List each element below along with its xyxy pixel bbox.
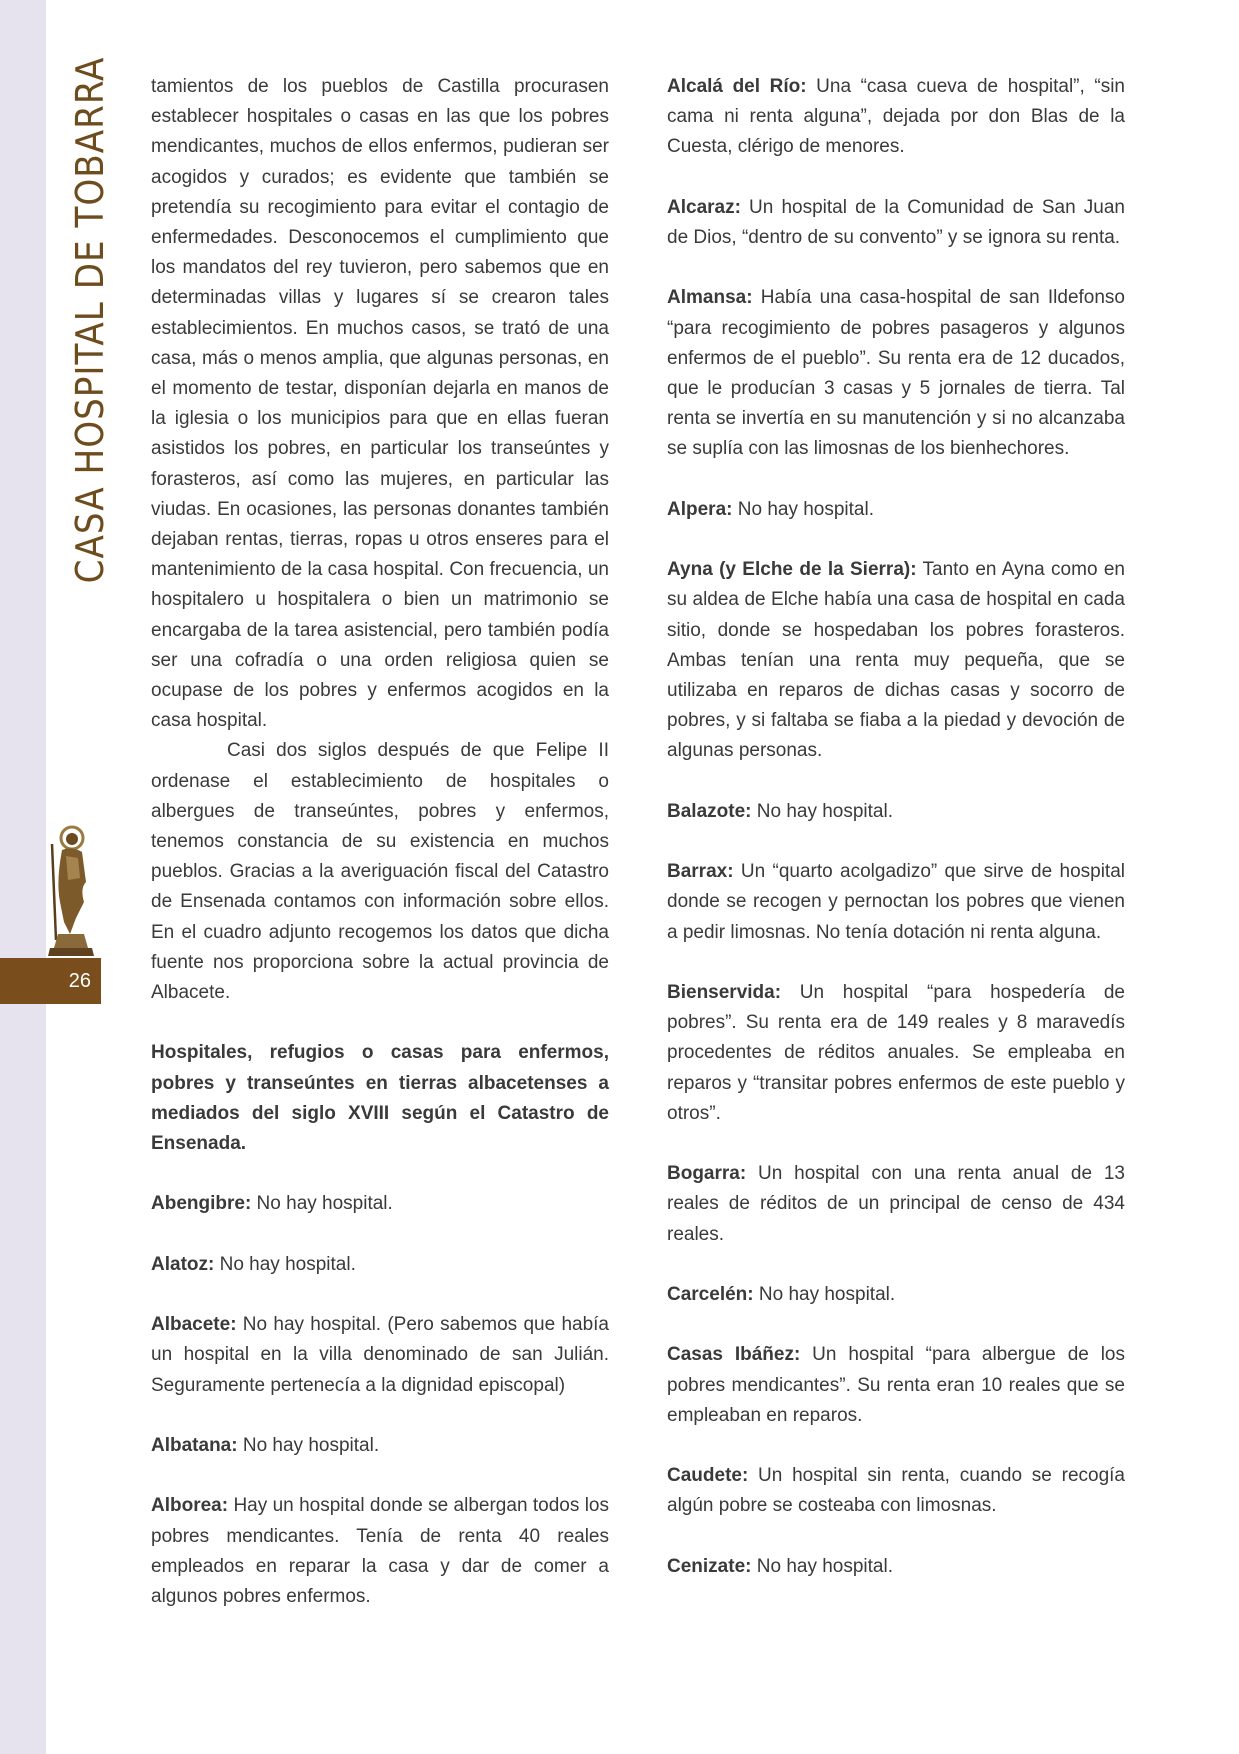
list-item: [667, 72, 1125, 163]
entry-name: Barrax:: [667, 861, 734, 883]
left-column: [151, 72, 609, 1612]
entry-text: Un hospital sin renta, cuando se recogía algún pobre se costeaba con limosnas.: [667, 1465, 1125, 1517]
section-heading: Hospitales, refugios o casas para enfermos, pobres y transeúntes en tierras albacetenses a mediados del siglo XVIII según el Catastro de Ensenada.: [151, 1042, 609, 1155]
list-item: [151, 1431, 609, 1461]
entry-name: Alatoz:: [151, 1253, 215, 1275]
entry-name: Albacete:: [151, 1314, 237, 1336]
entry-text: Un “quarto acolgadizo” que sirve de hospital donde se recogen y pernoctan los pobres que vienen a pedir limosnas. No tenía dotación ni renta alguna.: [667, 861, 1125, 943]
list-item: [667, 1552, 1125, 1582]
entry-name: Cenizate:: [667, 1555, 752, 1577]
entry-text: Un hospital con una renta anual de 13 reales de réditos de un principal de censo de 434 reales.: [667, 1163, 1125, 1245]
saint-statue-image: [40, 822, 100, 958]
entry-text: Había una casa-hospital de san Ildefonso “para recogimiento de pobres pasageros y algunos enfermos de el pueblo”. Su renta era de 12 ducados, que le producían 3 casas y 5 jornales de tierra. Tal renta se invertía en su manutención y si no alcanzaba se suplía con las limosnas de los bienhechores.: [667, 287, 1125, 460]
entry-name: Caudete:: [667, 1465, 749, 1487]
entry-name: Alcalá del Río:: [667, 76, 807, 97]
entry-name: Bogarra:: [667, 1163, 747, 1185]
list-item: [151, 1189, 609, 1219]
list-item: [667, 1340, 1125, 1431]
entry-name: Abengibre:: [151, 1193, 252, 1215]
body-paragraph: tamientos de los pueblos de Castilla procurasen establecer hospitales o casas en las que los pobres mendicantes, muchos de ellos enfermos, pudieran ser acogidos y curados; es evidente que también se pretendía su recogimiento para evitar el contagio de enfermedades. Desconocemos el cumplimiento que los mandatos del rey tuvieron, pero sabemos que en determinadas villas y lugares sí se crearon tales establecimientos. En muchos casos, se trató de una casa, más o menos amplia, que algunas personas, en el momento de testar, disponían dejarla en manos de la iglesia o los municipios para que en ellas fueran asistidos los pobres, en particular los transeúntes y forasteros, así como las mujeres, en particular las viudas. En ocasiones, las personas donantes también dejaban rentas, tierras, ropas u otros enseres para el mantenimiento de la casa hospital. Con frecuencia, un hospitalero u hospitalera o bien un matrimonio se encargaba de la tarea asistencial, pero también podía ser una cofradía o una orden religiosa quien se ocupase de los pobres y enfermos acogidos en la casa hospital.: [151, 76, 609, 732]
list-item: [667, 283, 1125, 464]
page-number-box: [0, 958, 101, 1004]
page-number: 26: [68, 970, 91, 992]
list-item: [151, 1310, 609, 1401]
entry-text: Tanto en Ayna como en su aldea de Elche había una casa de hospital en cada sitio, donde se hospedaban los pobres forasteros. Ambas tenían una renta muy pequeña, que se utilizaba en reparos de dichas casas y socorro de pobres, y si faltaba se fiaba a la piedad y devoción de algunas personas.: [667, 559, 1125, 762]
list-item: [667, 495, 1125, 525]
entry-name: Alpera:: [667, 498, 733, 520]
list-item: [667, 857, 1125, 948]
list-item: [151, 1491, 609, 1612]
list-item: [667, 1280, 1125, 1310]
running-title: CASA HOSPITAL DE TOBARRA: [68, 56, 112, 584]
list-item: [667, 1461, 1125, 1521]
entry-text: Un hospital “para albergue de los pobres mendicantes”. Su renta eran 10 reales que se empleaban en reparos.: [667, 1344, 1125, 1426]
entry-name: Bienservida:: [667, 981, 782, 1003]
entry-text: No hay hospital.: [751, 800, 893, 822]
list-item: [667, 193, 1125, 253]
entry-name: Ayna (y Elche de la Sierra):: [667, 559, 917, 581]
entry-text: Hay un hospital donde se albergan todos los pobres mendicantes. Tenía de renta 40 reales empleados en reparar la casa y dar de comer a algunos pobres enfermos.: [151, 1495, 609, 1608]
entry-text: Un hospital “para hospedería de pobres”. Su renta era de 149 reales y 8 maravedís procedentes de réditos anuales. Se empleaba en reparos y “transitar pobres enfermos de este pueblo y otros”.: [667, 981, 1125, 1124]
entry-text: No hay hospital. (Pero sabemos que había un hospital en la villa denominado de san Julián. Seguramente pertenecía a la dignidad episcopal): [151, 1314, 609, 1396]
entry-text: No hay hospital.: [751, 1555, 893, 1577]
list-item: [667, 797, 1125, 827]
entry-text: No hay hospital.: [214, 1253, 356, 1275]
right-column: [667, 72, 1125, 1582]
entry-name: Casas Ibáñez:: [667, 1344, 801, 1366]
entry-text: No hay hospital.: [251, 1193, 393, 1215]
entry-text: Una “casa cueva de hospital”, “sin cama ni renta alguna”, dejada por don Blas de la Cuesta, clérigo de menores.: [667, 76, 1125, 158]
entry-text: No hay hospital.: [732, 498, 874, 520]
entry-name: Alcaraz:: [667, 196, 741, 218]
entry-text: No hay hospital.: [237, 1435, 380, 1457]
entry-name: Balazote:: [667, 800, 752, 822]
entry-text: No hay hospital.: [753, 1283, 896, 1305]
entry-name: Alborea:: [151, 1495, 229, 1517]
list-item: [667, 1159, 1125, 1250]
entry-text: Un hospital de la Comunidad de San Juan de Dios, “dentro de su convento” y se ignora su renta.: [667, 196, 1125, 248]
list-item: [667, 978, 1125, 1129]
entry-name: Albatana:: [151, 1435, 238, 1457]
entry-name: Carcelén:: [667, 1283, 754, 1305]
entry-name: Almansa:: [667, 287, 753, 309]
list-item: [667, 555, 1125, 766]
body-paragraph: Casi dos siglos después de que Felipe II ordenase el establecimiento de hospitales o albergues de transeúntes, pobres y enfermos, tenemos constancia de su existencia en muchos pueblos. Gracias a la averiguación fiscal del Catastro de Ensenada contamos con información sobre ellos. En el cuadro adjunto recogemos los datos que dicha fuente nos proporciona sobre la actual provincia de Albacete.: [151, 740, 609, 1004]
list-item: [151, 1250, 609, 1280]
